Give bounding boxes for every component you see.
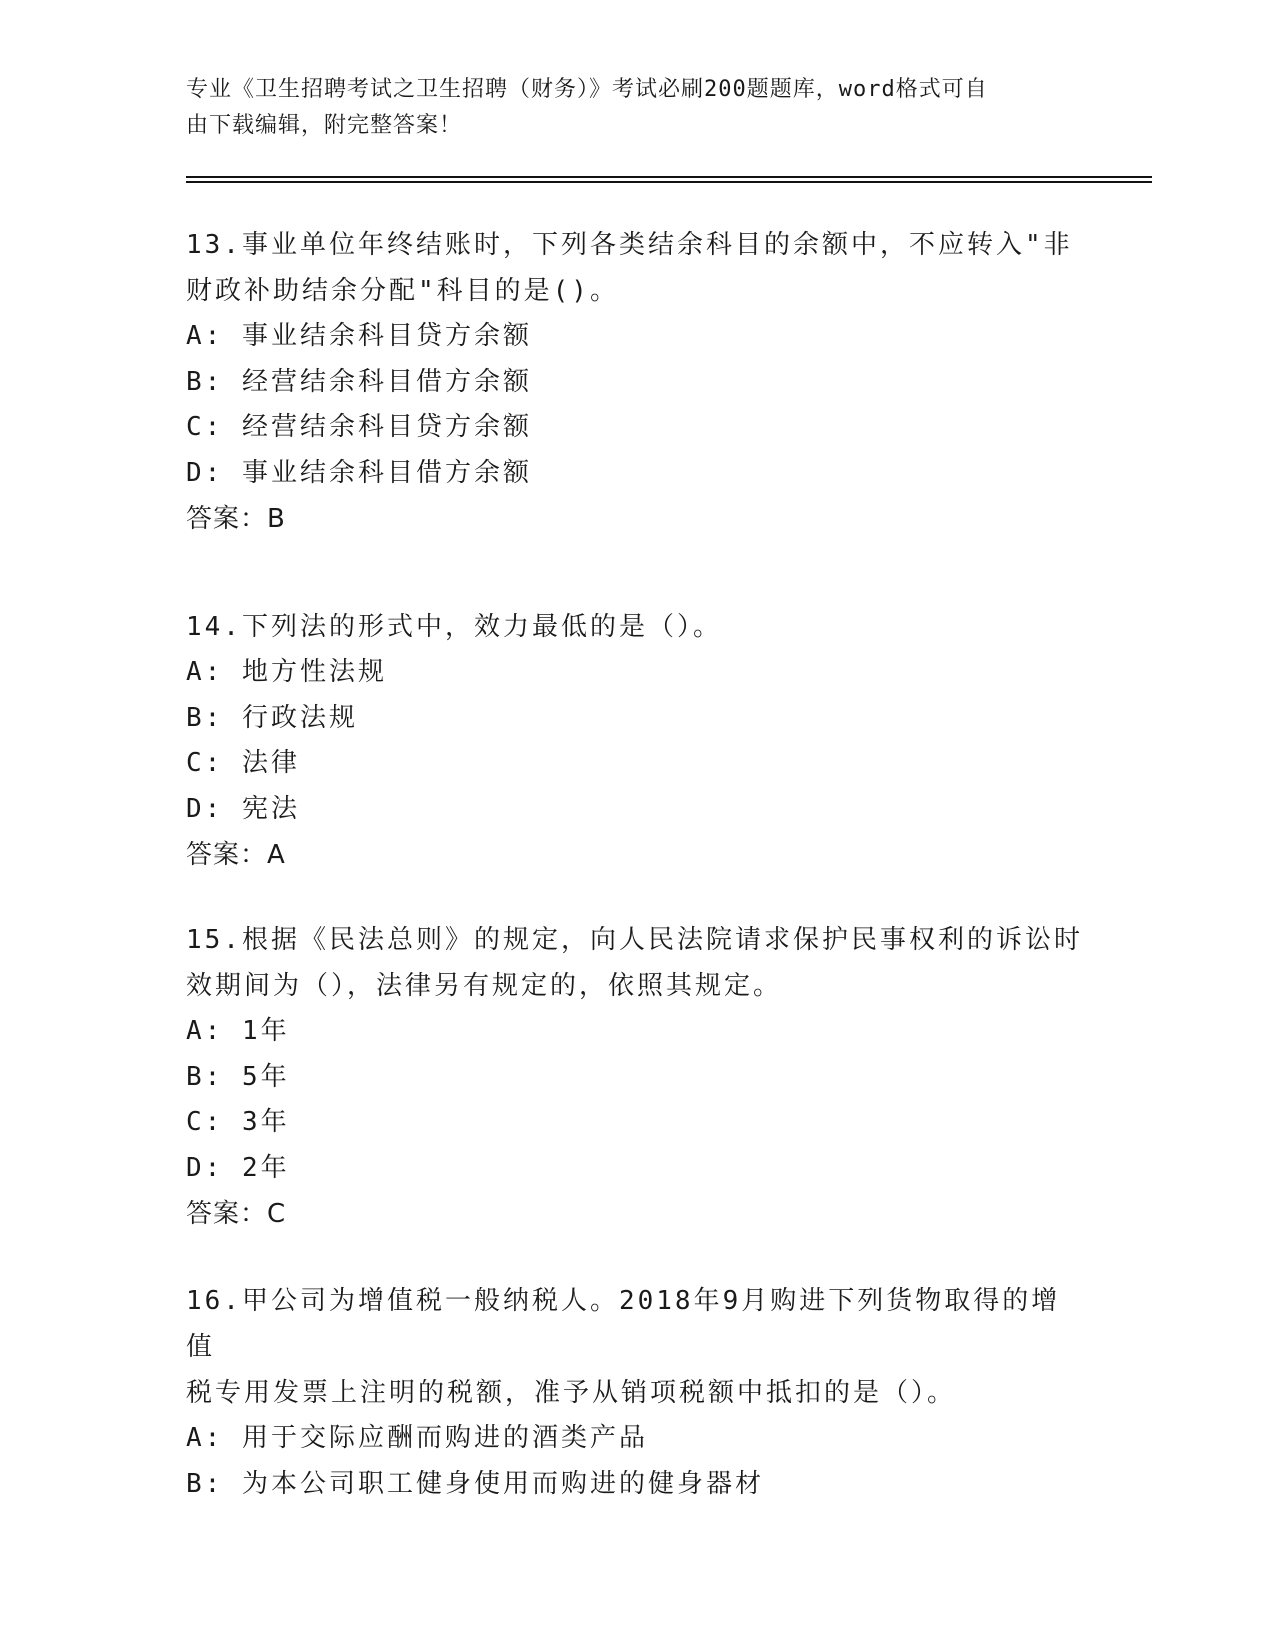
option-c: C: 3年 <box>186 1107 290 1137</box>
option-d: D: 事业结余科目借方余额 <box>186 457 532 488</box>
question-16 <box>186 1278 1086 1507</box>
option-a: A: 事业结余科目贷方余额 <box>186 321 532 351</box>
option-d: D: 宪法 <box>186 793 300 824</box>
option-c: C: 经营结余科目贷方余额 <box>186 412 532 442</box>
option-b: B: 为本公司职工健身使用而购进的健身器材 <box>186 1468 764 1499</box>
option-b: B: 经营结余科目借方余额 <box>186 366 532 397</box>
option-b: B: 5年 <box>186 1061 290 1092</box>
question-text-line-2: 税专用发票上注明的税额，准予从销项税额中抵扣的是（）。 <box>186 1378 957 1408</box>
question-text-line-1: 16.甲公司为增值税一般纳税人。2018年9月购进下列货物取得的增值 <box>186 1286 1061 1362</box>
question-text-line-2: 财政补助结余分配"科目的是()。 <box>186 276 619 306</box>
question-15 <box>186 917 1086 1237</box>
question-13 <box>186 222 1086 542</box>
answer: 答案：B <box>186 504 286 534</box>
header-line-1: 专业《卫生招聘考试之卫生招聘（财务）》考试必刷200题题库，word格式可自 <box>186 77 988 102</box>
question-text-line-1: 13.事业单位年终结账时，下列各类结余科目的余额中，不应转入"非 <box>186 230 1073 260</box>
option-a: A: 用于交际应酬而购进的酒类产品 <box>186 1423 648 1453</box>
option-d: D: 2年 <box>186 1152 290 1183</box>
option-a: A: 1年 <box>186 1016 290 1046</box>
header-divider-top <box>186 176 1152 178</box>
option-b: B: 行政法规 <box>186 702 358 733</box>
header-divider-bottom <box>186 181 1152 183</box>
answer: 答案：A <box>186 840 286 870</box>
document-header <box>186 72 1086 144</box>
answer: 答案：C <box>186 1199 287 1229</box>
question-text-line-2: 效期间为（），法律另有规定的，依照其规定。 <box>186 971 783 1001</box>
question-text-line-1: 15.根据《民法总则》的规定，向人民法院请求保护民事权利的诉讼时 <box>186 925 1083 955</box>
question-14 <box>186 604 1086 878</box>
header-line-2: 由下载编辑，附完整答案！ <box>186 113 463 138</box>
option-c: C: 法律 <box>186 748 300 778</box>
question-text-line-1: 14.下列法的形式中，效力最低的是（）。 <box>186 612 722 642</box>
option-a: A: 地方性法规 <box>186 657 387 687</box>
